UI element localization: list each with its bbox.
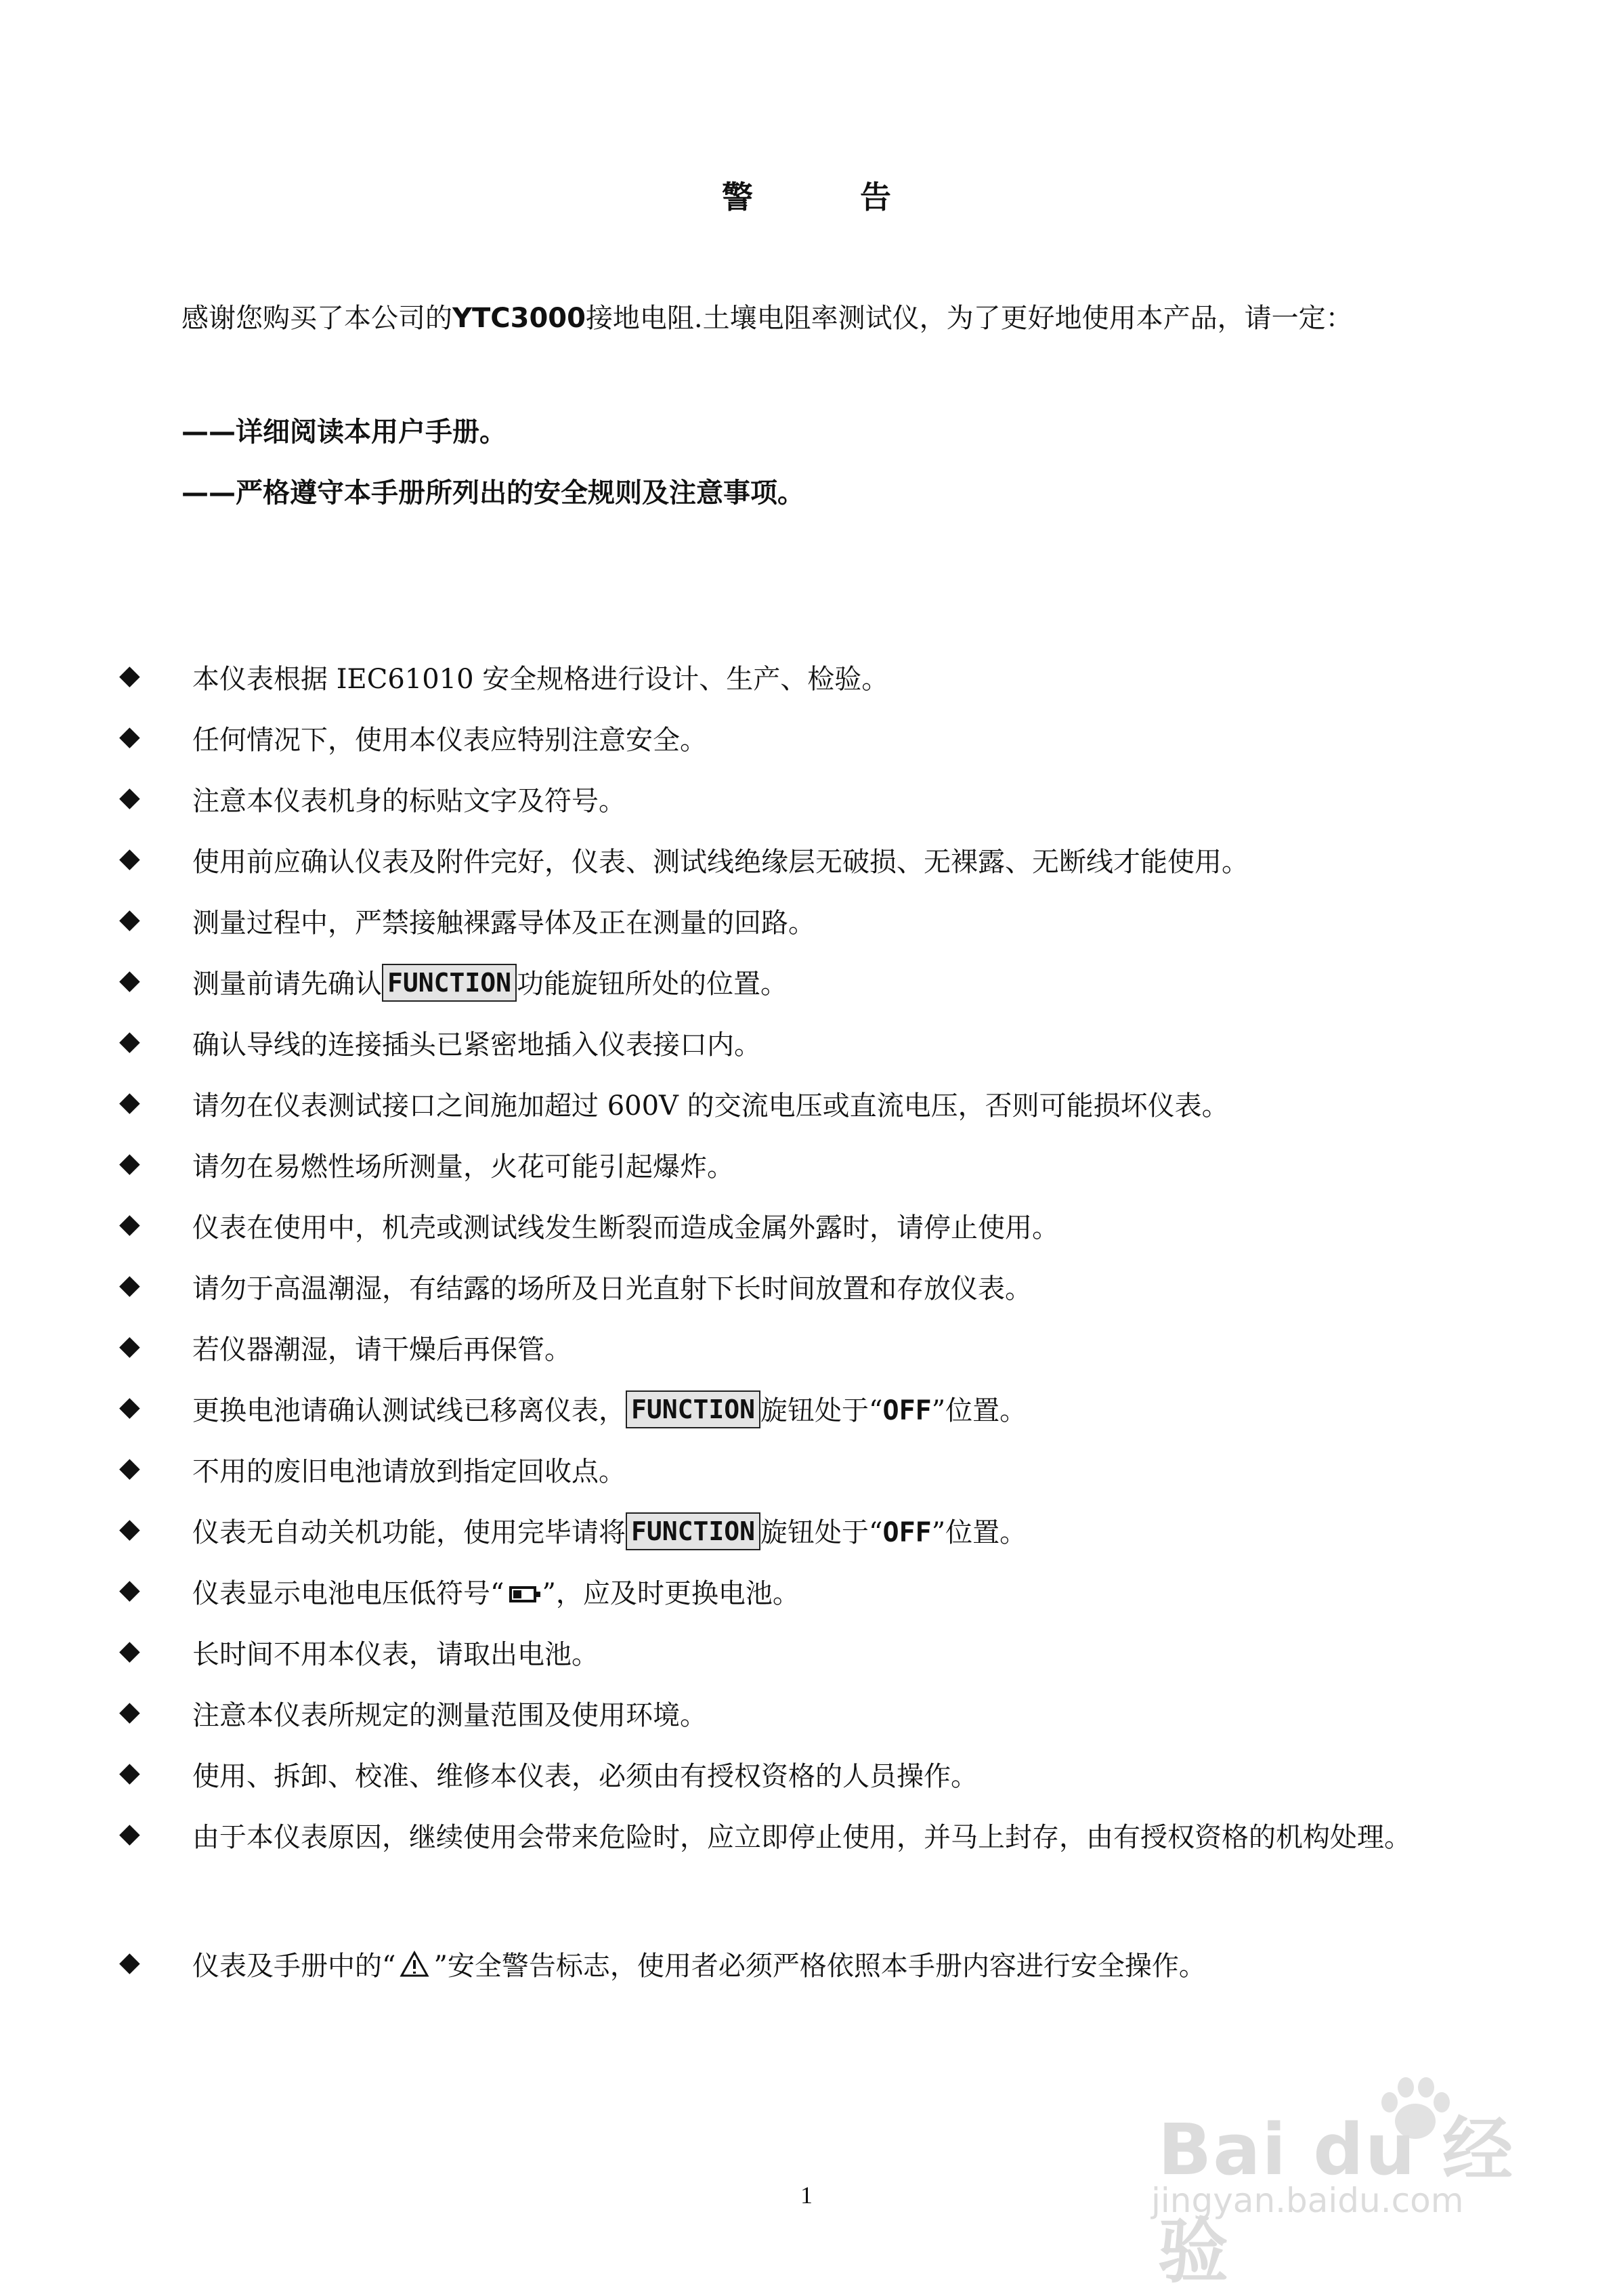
diamond-bullet-icon: ◆ [119, 1574, 140, 1605]
warning-item [119, 833, 1514, 894]
warning-text-end: ”位置。 [931, 1517, 1027, 1548]
diamond-bullet-icon: ◆ [119, 721, 140, 752]
warning-text [192, 1382, 1506, 1440]
diamond-bullet-icon: ◆ [119, 1025, 140, 1057]
warning-text [192, 1808, 1506, 1867]
warning-item [119, 1321, 1514, 1382]
diamond-bullet-icon: ◆ [119, 1696, 140, 1727]
warning-text-content: 请勿在易燃性场所测量，火花可能引起爆炸。 [192, 1151, 734, 1183]
diamond-bullet-icon: ◆ [119, 903, 140, 935]
warning-item [119, 711, 1514, 772]
warning-text-post: 功能旋钮所处的位置。 [517, 969, 788, 1000]
warning-text-content: 请勿在仪表测试接口之间施加超过 600V 的交流电压或直流电压，否则可能损坏仪表。 [192, 1090, 1229, 1122]
diamond-bullet-icon: ◆ [119, 843, 140, 874]
diamond-bullet-icon: ◆ [119, 1635, 140, 1666]
warning-item [119, 1686, 1514, 1747]
warning-text-end: ”位置。 [931, 1395, 1027, 1426]
warning-text [192, 772, 1506, 830]
warning-text-content: 使用、拆卸、校准、维修本仪表，必须由有授权资格的人员操作。 [192, 1761, 978, 1792]
page-title: 警 告 [722, 179, 929, 215]
warning-text-content: 注意本仪表机身的标贴文字及符号。 [192, 786, 626, 817]
diamond-bullet-icon: ◆ [119, 782, 140, 813]
warning-text-pre: 仪表无自动关机功能，使用完毕请将 [192, 1517, 626, 1548]
warning-text-content: 不用的废旧电池请放到指定回收点。 [192, 1456, 626, 1487]
warning-text [192, 1443, 1506, 1501]
warning-text [192, 1504, 1506, 1562]
warning-text-post: ”，应及时更换电池。 [542, 1578, 800, 1609]
warning-item [119, 1747, 1514, 1808]
warning-item [119, 1260, 1514, 1321]
function-knob-label: FUNCTION [626, 1512, 760, 1550]
warning-text-content: 确认导线的连接插头已紧密地插入仪表接口内。 [192, 1029, 761, 1061]
warning-text-pre: 仪表显示电池电压低符号“ [192, 1578, 504, 1609]
warning-item [119, 1625, 1514, 1686]
warning-item [119, 1937, 1514, 1998]
off-position-label: OFF [882, 1395, 932, 1426]
diamond-bullet-icon: ◆ [119, 964, 140, 996]
warning-item [119, 894, 1514, 955]
warning-text [192, 1321, 1506, 1379]
diamond-bullet-icon: ◆ [119, 1757, 140, 1788]
warning-text-content: 任何情况下，使用本仪表应特别注意安全。 [192, 725, 707, 756]
intro-paragraph [122, 286, 1510, 351]
warning-item [119, 650, 1514, 711]
warning-item [119, 1199, 1514, 1260]
warning-text [192, 1747, 1506, 1806]
diamond-bullet-icon: ◆ [119, 1208, 140, 1239]
warning-item [119, 1504, 1514, 1565]
warning-text [192, 955, 1506, 1013]
warning-triangle-icon [400, 1951, 429, 1978]
diamond-bullet-icon: ◆ [119, 1452, 140, 1483]
intro-text-before: 感谢您购买了本公司的 [181, 303, 452, 334]
warning-text [192, 1686, 1506, 1745]
model-name: YTC3000 [452, 303, 586, 334]
warning-item [119, 772, 1514, 833]
warning-text-content: 测量过程中，严禁接触裸露导体及正在测量的回路。 [192, 908, 815, 939]
warning-item [119, 1382, 1514, 1443]
warning-text-content: 长时间不用本仪表，请取出电池。 [192, 1639, 599, 1670]
diamond-bullet-icon: ◆ [119, 1391, 140, 1422]
warning-text-post: 旋钮处于“ [760, 1395, 883, 1426]
warning-item [119, 1077, 1514, 1138]
diamond-bullet-icon: ◆ [119, 1330, 140, 1361]
diamond-bullet-icon: ◆ [119, 660, 140, 691]
baidu-jingyan-watermark [1144, 2079, 1551, 2293]
warning-item [119, 1565, 1514, 1625]
warning-text [192, 1625, 1506, 1684]
warning-text-pre: 测量前请先确认 [192, 969, 382, 1000]
warning-text-content: 若仪器潮湿，请干燥后再保管。 [192, 1334, 572, 1365]
warning-text-content: 使用前应确认仪表及附件完好，仪表、测试线绝缘层无破损、无裸露、无断线才能使用。 [192, 847, 1249, 878]
diamond-bullet-icon: ◆ [119, 1513, 140, 1544]
warning-text [192, 1138, 1506, 1196]
warning-text [192, 1077, 1506, 1135]
warning-text-pre: 更换电池请确认测试线已移离仪表， [192, 1395, 626, 1426]
function-knob-label: FUNCTION [382, 964, 517, 1002]
watermark-url: jingyan.baidu.com [1151, 2181, 1464, 2220]
off-position-label: OFF [882, 1517, 932, 1548]
warning-text-content: 本仪表根据 IEC61010 安全规格进行设计、生产、检验。 [192, 664, 889, 695]
warning-text [192, 1565, 1506, 1623]
warning-text [192, 894, 1506, 952]
warning-item [119, 955, 1514, 1016]
warning-text [192, 1199, 1506, 1257]
diamond-bullet-icon: ◆ [119, 1147, 140, 1178]
requirement-read-manual: ——详细阅读本用户手册。 [181, 417, 507, 448]
warning-text-content: 仪表在使用中，机壳或测试线发生断裂而造成金属外露时，请停止使用。 [192, 1212, 1059, 1243]
warning-text-content: 请勿于高温潮湿，有结露的场所及日光直射下长时间放置和存放仪表。 [192, 1273, 1032, 1304]
warning-text-post: ”安全警告标志，使用者必须严格依照本手册内容进行安全操作。 [433, 1951, 1206, 1982]
warning-text-content: 注意本仪表所规定的测量范围及使用环境。 [192, 1700, 707, 1731]
warning-text [192, 711, 1506, 769]
warning-text [192, 1260, 1506, 1318]
watermark-logo-text: Bai du 经验 [1158, 2108, 1514, 2293]
battery-low-icon [509, 1586, 536, 1602]
warning-text-content: 由于本仪表原因，继续使用会带来危险时，应立即停止使用，并马上封存，由有授权资格的机构处理。 [192, 1822, 1411, 1853]
warning-item [119, 1016, 1514, 1077]
page-number: 1 [800, 2182, 813, 2209]
diamond-bullet-icon: ◆ [119, 1269, 140, 1300]
warning-text [192, 650, 1506, 708]
diamond-bullet-icon: ◆ [119, 1947, 140, 1978]
diamond-bullet-icon: ◆ [119, 1818, 140, 1849]
warning-item [119, 1443, 1514, 1504]
warning-item [119, 1138, 1514, 1199]
warning-text [192, 833, 1506, 891]
function-knob-label: FUNCTION [626, 1390, 760, 1428]
warning-text-pre: 仪表及手册中的“ [192, 1951, 396, 1982]
requirement-follow-rules: ——严格遵守本手册所列出的安全规则及注意事项。 [181, 477, 804, 509]
diamond-bullet-icon: ◆ [119, 1086, 140, 1118]
warning-text [192, 1016, 1506, 1074]
intro-text-after: 接地电阻.土壤电阻率测试仪，为了更好地使用本产品，请一定： [585, 303, 1353, 334]
warning-item [119, 1808, 1514, 1869]
warning-text [192, 1937, 1506, 1995]
warning-text-post: 旋钮处于“ [760, 1517, 883, 1548]
